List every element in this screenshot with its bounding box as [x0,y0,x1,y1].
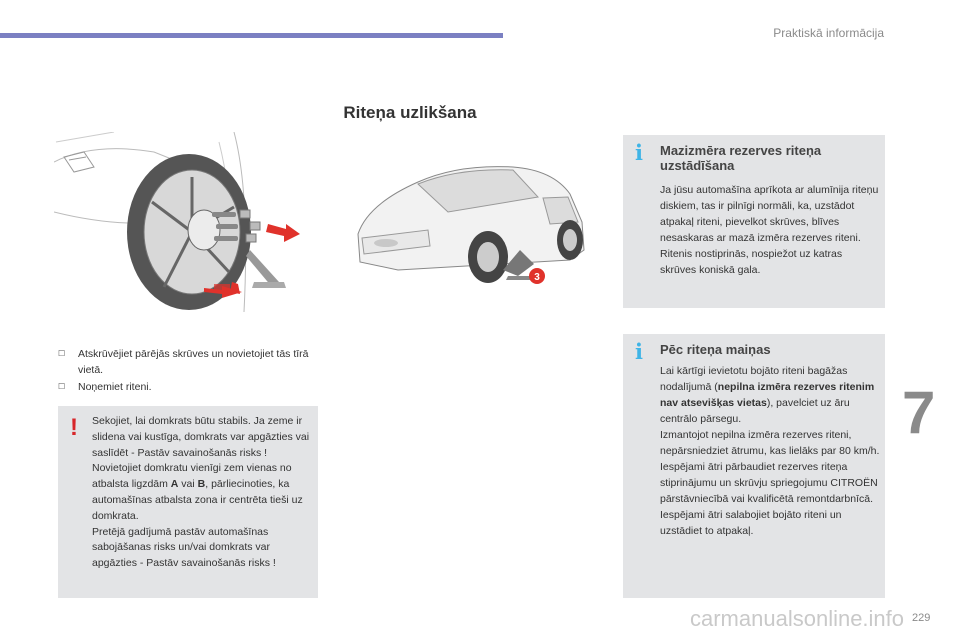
page-title: Riteņa uzlikšana [343,103,477,122]
warning-paragraph-1: Sekojiet, lai domkrats būtu stabils. Ja zeme ir slidena vai kustīga, domkrats var apgāzties vai saslīdēt - Pastāv savainošanās risks ! [92,415,310,459]
warning-exclamation-icon: ! [70,414,78,441]
warning-paragraph-2-end: , pārliecinoties, ka automašīnas atbalsta zona ir centrēta tieši uz domkrata. [92,478,303,522]
info-paragraph-2: Izmantojot nepilna izmēra rezerves riteni, nepārsniedziet ātrumu, kas lielāks par 80 km/h. [660,429,880,457]
support-point-b: B [197,478,206,491]
list-item [58,346,316,378]
watermark: carmanualsonline.info [690,606,905,631]
warning-box [58,406,318,598]
info-title: Mazizmēra rezerves riteņa uzstādīšana [660,143,822,173]
list-item [58,379,316,395]
step-text: Noņemiet riteni. [78,381,152,393]
warning-paragraph-2: Novietojiet domkratu vienīgi zem vienas no atbalsta ligzdām [92,462,292,491]
info-box-after-change [623,334,885,598]
warning-paragraph-3: Pretējā gadījumā pastāv automašīnas sabojāšanas risks un/vai domkrats var apgāzties - Pastāv savainošanās risks ! [92,525,276,570]
checkbox-bullet-icon: ☐ [58,382,66,391]
header-accent-bar [0,33,503,38]
chapter-number: 7 [902,379,936,446]
checkbox-bullet-icon: ☐ [58,349,66,358]
info-box-spare-wheel [623,135,885,308]
car-badge-number: 3 [534,272,540,283]
page-number: 229 [912,612,931,624]
info-paragraph-1: Lai kārtīgi ievietotu bojāto riteni bagāžas nodalījumā ( [660,365,848,393]
info-icon: i [635,339,643,364]
info-text [660,363,880,539]
info-paragraph-4: Iespējami ātri salabojiet bojāto riteni un uzstādiet to atpakaļ. [660,509,842,537]
step-text: Atskrūvējiet pārējās skrūves un novietojiet tās tīrā vietā. [78,348,309,376]
steps-list [58,346,316,396]
wheel-bolts-illustration [54,132,314,312]
section-label: Praktiskā informācija [773,26,884,40]
car-on-jack-illustration [338,142,590,308]
info-paragraph-1-end: ), pavelciet uz āru centrālo pārsegu. [660,397,850,425]
info-text: Ja jūsu automašīna aprīkota ar alumīnija riteņu diskiem, tas ir pilnīgi normāli, ka, uzstādot atpakaļ riteni, pievelkot skrūves, blīves nesaskaras ar mazā izmēra rezerves riteni. Ritenis nostiprinās, nospiežot uz katras skrūves koniskā gala. [660,184,879,276]
support-point-a: A [170,478,179,491]
warning-connector: vai [178,478,198,491]
info-icon: i [635,140,643,165]
warning-text [92,414,314,572]
info-title: Pēc riteņa maiņas [660,342,771,357]
info-paragraph-3: Iespējami ātri pārbaudiet rezerves riteņa stiprinājumu un skrūvju spriegojumu CITROËN pārstāvniecībā vai kvalificētā remontdarbnīcā. [660,461,878,505]
info-emphasis: nepilna izmēra rezerves ritenim nav atsevišķas vietas [660,381,875,409]
